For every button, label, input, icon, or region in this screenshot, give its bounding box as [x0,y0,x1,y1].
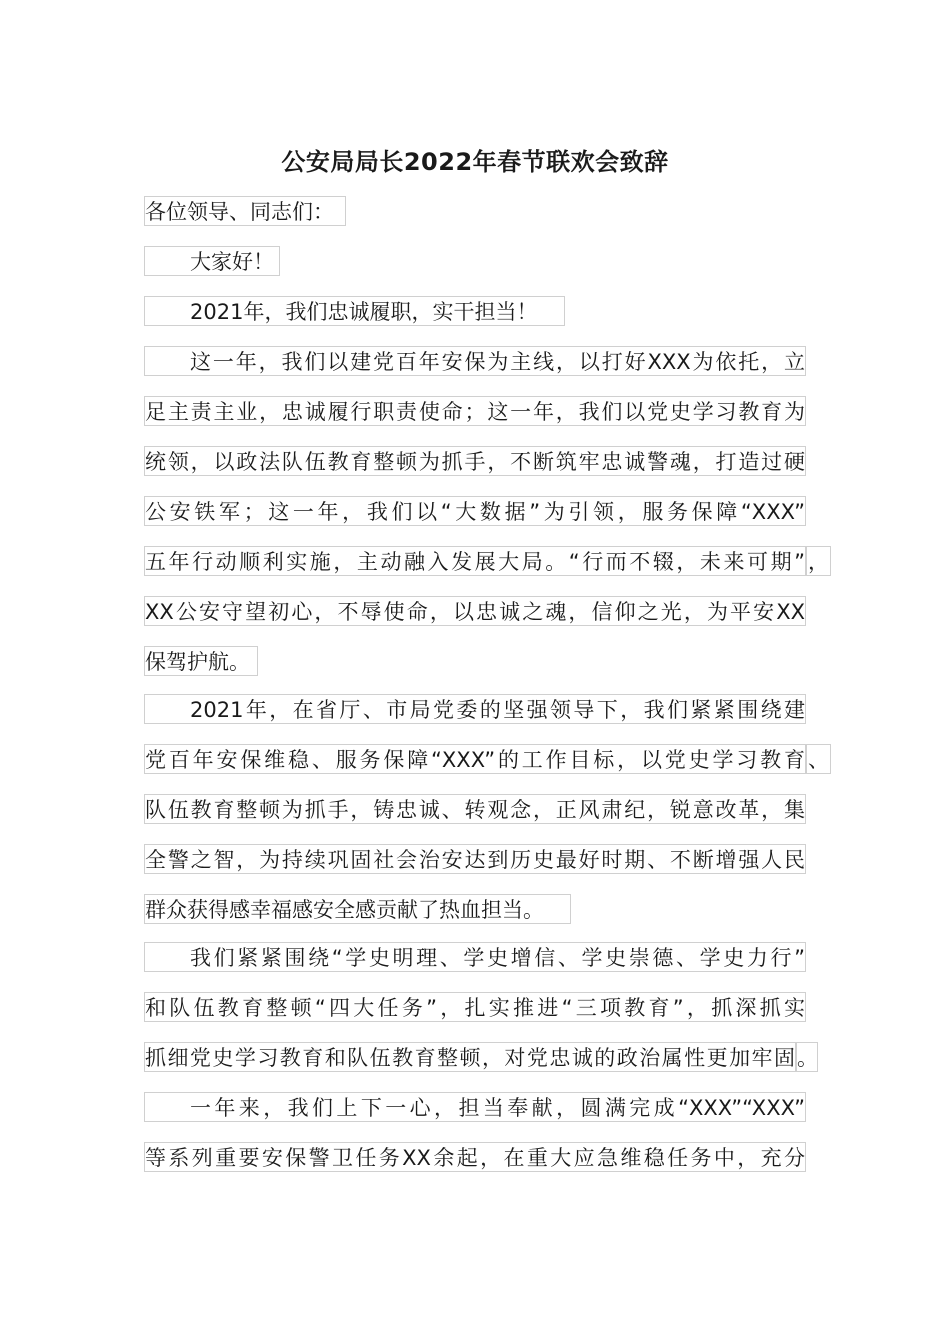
paragraph-line: 党百年安保维稳、服务保障“XXX”的工作目标，以党史学习教育 [144,744,806,774]
paragraph-line: 一年来，我们上下一心，担当奉献，圆满完成“XXX”“XXX” [144,1092,806,1122]
document-title: 公安局局长2022年春节联欢会致辞 [281,148,669,176]
paragraph-line: 全警之智，为持续巩固社会治安达到历史最好时期、不断增强人民 [144,844,806,874]
trailing-punctuation: 。 [796,1042,818,1072]
paragraph-line: 保驾护航。 [144,646,258,676]
greeting: 大家好！ [144,246,280,276]
salutation: 各位领导、同志们： [144,196,346,226]
paragraph-line: 这一年，我们以建党百年安保为主线，以打好XXX为依托，立 [144,346,806,376]
paragraph-line: 统领，以政法队伍教育整顿为抓手，不断筑牢忠诚警魂，打造过硬 [144,446,806,476]
paragraph-line: 等系列重要安保警卫任务XX余起，在重大应急维稳任务中，充分 [144,1142,806,1172]
paragraph-line: 队伍教育整顿为抓手，铸忠诚、转观念，正风肃纪，锐意改革，集 [144,794,806,824]
trailing-punctuation: ， [806,546,831,576]
paragraph-line: 足主责主业，忠诚履行职责使命；这一年，我们以党史学习教育为 [144,396,806,426]
paragraph-line: 群众获得感幸福感安全感贡献了热血担当。 [144,894,571,924]
paragraph-line: 和队伍教育整顿“四大任务”，扎实推进“三项教育”，抓深抓实 [144,992,806,1022]
trailing-punctuation: 、 [806,744,831,774]
paragraph-line: 2021年，在省厅、市局党委的坚强领导下，我们紧紧围绕建 [144,694,806,724]
paragraph-line: 抓细党史学习教育和队伍教育整顿，对党忠诚的政治属性更加牢固 [144,1042,796,1072]
paragraph-line: 我们紧紧围绕“学史明理、学史增信、学史崇德、学史力行” [144,942,806,972]
paragraph-line: XX公安守望初心，不辱使命，以忠诚之魂，信仰之光，为平安XX [144,596,806,626]
paragraph-line: 五年行动顺利实施，主动融入发展大局。“行而不辍，未来可期” [144,546,806,576]
paragraph-line: 公安铁军；这一年，我们以“大数据”为引领，服务保障“XXX” [144,496,806,526]
paragraph-line: 2021年，我们忠诚履职，实干担当！ [144,296,565,326]
